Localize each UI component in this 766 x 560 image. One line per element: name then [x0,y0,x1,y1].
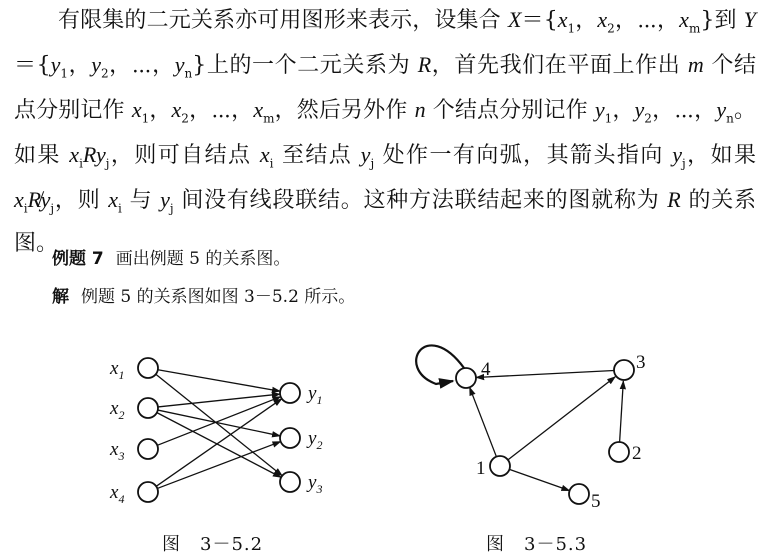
fig2-edge-2-3 [620,381,624,442]
fig1-label-y1: $y_1$ [308,383,323,407]
fig1-label-x3: $x_3$ [110,439,125,463]
fig2-label-5: 5 [591,491,601,512]
fig2-node-4 [456,368,476,388]
fig1-edge-1 [158,370,280,392]
fig2-label-2: 2 [632,443,642,464]
fig1-edge-8 [157,442,280,489]
fig1-node-x2 [138,398,158,418]
figure2-caption: 图 3－5.3 [486,534,588,555]
fig1-label-y3: $y_3$ [308,472,323,496]
fig1-edge-6 [157,397,280,446]
intro-paragraph: 有限集的二元关系亦可用图形来表示，设集合 $X=\{x_1$，$x_2$，⋯，$x_m$}到 $Y=\{y_1$，$y_2$，⋯，$y_n$}上的一个二元关系为 R，首先我们在平面上作出 m 个结点分别记作 $x_1$，$x_2$，⋯，$x_m$，然后另外作 n 个结点分别记作 $y_1$，$y_2$，⋯，$y_n$。如果 $x_iRy_j$，则可自结点 $x_i$ 至结点 $y_j$ 处作一有向弧，其箭头指向 $y_j$，如果 $x_iR̸y_j$，则 $x_i$ 与 $y_j$ 间没有线段联结。这种方法联结起来的图就称为 R 的关系图。 [14,7,756,257]
fig2-node-1 [490,456,510,476]
fig1-node-x1 [138,358,158,378]
fig2-edge-3-4 [476,371,614,378]
fig1-label-x4: $x_4$ [110,482,125,506]
fig1-edge-2 [156,374,282,475]
fig1-edge-7 [156,399,282,487]
fig1-node-y3 [280,472,300,492]
fig2-label-3: 3 [636,352,646,373]
fig1-edge-5 [157,413,281,478]
fig2-node-3 [614,360,634,380]
solution-label: 解 [52,287,69,307]
fig1-node-y2 [280,428,300,448]
solution-text: 例题 5 的关系图如图 3－5.2 所示。 [81,287,356,307]
fig1-label-y2: $y_2$ [308,428,323,452]
fig1-label-x1: $x_1$ [110,358,125,382]
fig1-edge-3 [158,394,280,407]
fig2-edge-1-3 [508,377,615,460]
fig1-node-x4 [138,482,158,502]
fig2-edge-1-4 [470,387,497,456]
example-label: 例题 7 [52,249,104,269]
example-text: 画出例题 5 的关系图。 [115,249,291,269]
fig1-node-x3 [138,439,158,459]
fig2-node-2 [609,442,629,462]
fig2-label-1: 1 [476,458,486,479]
fig1-node-y1 [280,383,300,403]
figure1-caption: 图 3－5.2 [162,534,264,555]
fig2-node-5 [569,484,589,504]
fig1-label-x2: $x_2$ [110,398,125,422]
fig2-label-4: 4 [481,359,491,380]
fig2-edge-1-5 [509,469,569,490]
